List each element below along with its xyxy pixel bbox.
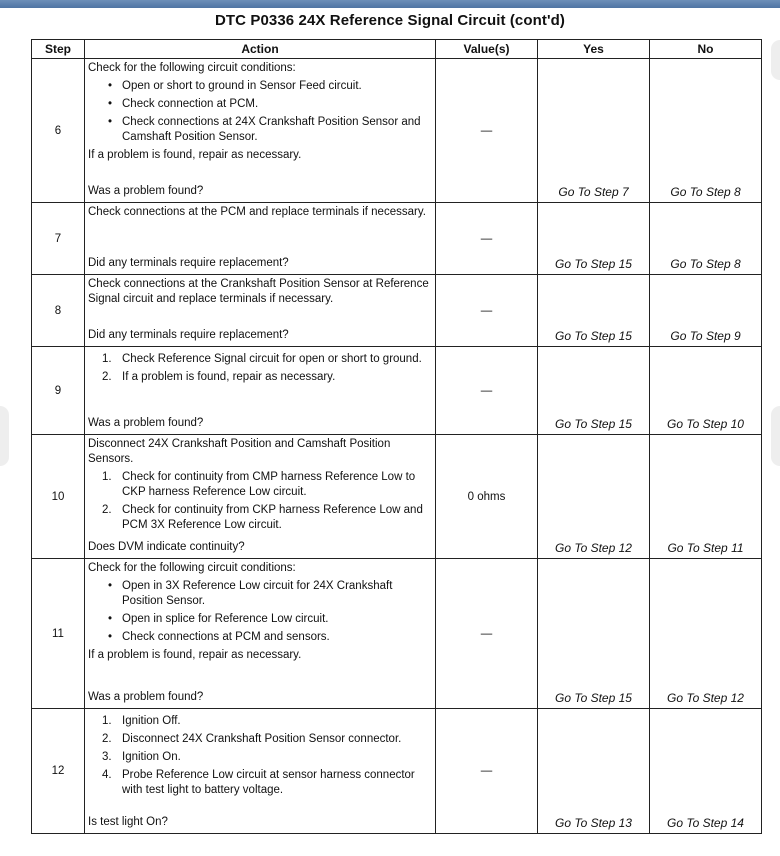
bullet-item: • Open or short to ground in Sensor Feed circuit. — [88, 79, 432, 94]
bullet-item: • Open in splice for Reference Low circuit. — [88, 612, 432, 627]
table-row — [32, 435, 762, 559]
left-edge-mark — [0, 406, 9, 466]
table-row — [32, 59, 762, 203]
value-cell: — — [436, 347, 538, 435]
step-number: 10 — [32, 435, 85, 559]
action-cell — [85, 347, 436, 435]
no-cell — [650, 59, 762, 203]
action-question: Did any terminals require replacement? — [88, 329, 289, 341]
value-cell: — — [436, 709, 538, 834]
bullet-item: • Check connections at 24X Crankshaft Position Sensor and Camshaft Position Sensor. — [88, 115, 432, 145]
bullet-item: • Open in 3X Reference Low circuit for 24X Crankshaft Position Sensor. — [88, 579, 432, 609]
value-cell: — — [436, 559, 538, 709]
go-to-step-yes: Go To Step 15 — [555, 691, 632, 705]
no-cell — [650, 435, 762, 559]
yes-cell — [538, 347, 650, 435]
bullet-item: • Check connections at PCM and sensors. — [88, 630, 432, 645]
no-cell — [650, 559, 762, 709]
go-to-step-no: Go To Step 9 — [670, 329, 741, 343]
action-question: Does DVM indicate continuity? — [88, 541, 245, 553]
yes-cell — [538, 435, 650, 559]
right-edge-mark-top — [771, 40, 780, 80]
go-to-step-no: Go To Step 8 — [670, 257, 741, 271]
numbered-item-text: Check for continuity from CMP harness Reference Low to CKP harness Reference Low circuit. — [122, 471, 416, 498]
table-row — [32, 709, 762, 834]
action-intro: Check connections at the PCM and replace terminals if necessary. — [88, 206, 426, 218]
numbered-item-text: Ignition On. — [122, 751, 181, 763]
diagnostic-table — [31, 39, 762, 834]
step-number: 9 — [32, 347, 85, 435]
action-intro: Check connections at the Crankshaft Position Sensor at Reference Signal circuit and replace terminals if necessary. — [88, 278, 429, 305]
go-to-step-yes: Go To Step 12 — [555, 541, 632, 555]
action-intro: Disconnect 24X Crankshaft Position and Camshaft Position Sensors. — [88, 438, 391, 465]
header-yes: Yes — [538, 40, 650, 59]
action-intro: Check for the following circuit conditions: — [88, 562, 296, 574]
header-no: No — [650, 40, 762, 59]
action-cell — [85, 709, 436, 834]
value-cell: — — [436, 275, 538, 347]
no-cell — [650, 203, 762, 275]
numbered-item-text: Check for continuity from CKP harness Reference Low and PCM 3X Reference Low circuit. — [122, 504, 423, 531]
action-intro: Check for the following circuit conditions: — [88, 62, 296, 74]
numbered-item-text: Disconnect 24X Crankshaft Position Sensor connector. — [122, 733, 402, 745]
header-action: Action — [85, 40, 436, 59]
go-to-step-no: Go To Step 11 — [667, 541, 744, 555]
yes-cell — [538, 203, 650, 275]
table-row — [32, 559, 762, 709]
numbered-item: 3. Ignition On. — [102, 751, 181, 763]
go-to-step-no: Go To Step 12 — [667, 691, 744, 705]
action-note: If a problem is found, repair as necessary. — [88, 649, 302, 661]
action-cell — [85, 559, 436, 709]
table-row — [32, 203, 762, 275]
window-top-bar — [0, 0, 780, 8]
step-number: 8 — [32, 275, 85, 347]
numbered-item: 1. Check for continuity from CMP harness Reference Low to CKP harness Reference Low circuit. — [102, 471, 416, 498]
action-cell — [85, 59, 436, 203]
value-cell: — — [436, 59, 538, 203]
action-note: If a problem is found, repair as necessary. — [88, 149, 302, 161]
numbered-item-text: Ignition Off. — [122, 715, 181, 727]
go-to-step-yes: Go To Step 15 — [555, 329, 632, 343]
value-cell: — — [436, 203, 538, 275]
numbered-item-text: Check Reference Signal circuit for open or short to ground. — [122, 353, 422, 365]
go-to-step-no: Go To Step 8 — [670, 185, 741, 199]
action-cell — [85, 203, 436, 275]
no-cell — [650, 709, 762, 834]
header-values: Value(s) — [436, 40, 538, 59]
value-cell: 0 ohms — [436, 435, 538, 559]
action-question: Is test light On? — [88, 816, 168, 828]
go-to-step-yes: Go To Step 15 — [555, 417, 632, 431]
action-question: Was a problem found? — [88, 691, 204, 703]
yes-cell — [538, 559, 650, 709]
step-number: 7 — [32, 203, 85, 275]
numbered-item: 1. Check Reference Signal circuit for open or short to ground. — [102, 353, 422, 365]
bullet-item: • Check connection at PCM. — [88, 97, 432, 112]
table-row — [32, 275, 762, 347]
numbered-item: 4. Probe Reference Low circuit at sensor harness connector with test light to battery voltage. — [102, 769, 415, 796]
numbered-item-text: If a problem is found, repair as necessary. — [122, 371, 336, 383]
go-to-step-no: Go To Step 14 — [667, 816, 744, 830]
go-to-step-no: Go To Step 10 — [667, 417, 744, 431]
step-number: 6 — [32, 59, 85, 203]
numbered-item: 2. Check for continuity from CKP harness Reference Low and PCM 3X Reference Low circuit. — [102, 504, 423, 531]
go-to-step-yes: Go To Step 13 — [555, 816, 632, 830]
header-step: Step — [32, 40, 85, 59]
go-to-step-yes: Go To Step 7 — [558, 185, 629, 199]
action-cell — [85, 435, 436, 559]
yes-cell — [538, 59, 650, 203]
yes-cell — [538, 709, 650, 834]
action-question: Was a problem found? — [88, 417, 204, 429]
action-question: Did any terminals require replacement? — [88, 257, 289, 269]
numbered-item-text: Probe Reference Low circuit at sensor harness connector with test light to battery voltage. — [122, 769, 415, 796]
action-cell — [85, 275, 436, 347]
action-question: Was a problem found? — [88, 185, 204, 197]
numbered-item: 2. If a problem is found, repair as necessary. — [102, 371, 336, 383]
go-to-step-yes: Go To Step 15 — [555, 257, 632, 271]
step-number: 12 — [32, 709, 85, 834]
numbered-item: 1. Ignition Off. — [102, 715, 181, 727]
table-body — [32, 59, 762, 834]
no-cell — [650, 275, 762, 347]
page-title: DTC P0336 24X Reference Signal Circuit (cont'd) — [214, 12, 566, 29]
table-row — [32, 347, 762, 435]
numbered-item: 2. Disconnect 24X Crankshaft Position Sensor connector. — [102, 733, 402, 745]
yes-cell — [538, 275, 650, 347]
right-edge-mark — [771, 406, 780, 466]
step-number: 11 — [32, 559, 85, 709]
header-row — [32, 40, 762, 59]
no-cell — [650, 347, 762, 435]
